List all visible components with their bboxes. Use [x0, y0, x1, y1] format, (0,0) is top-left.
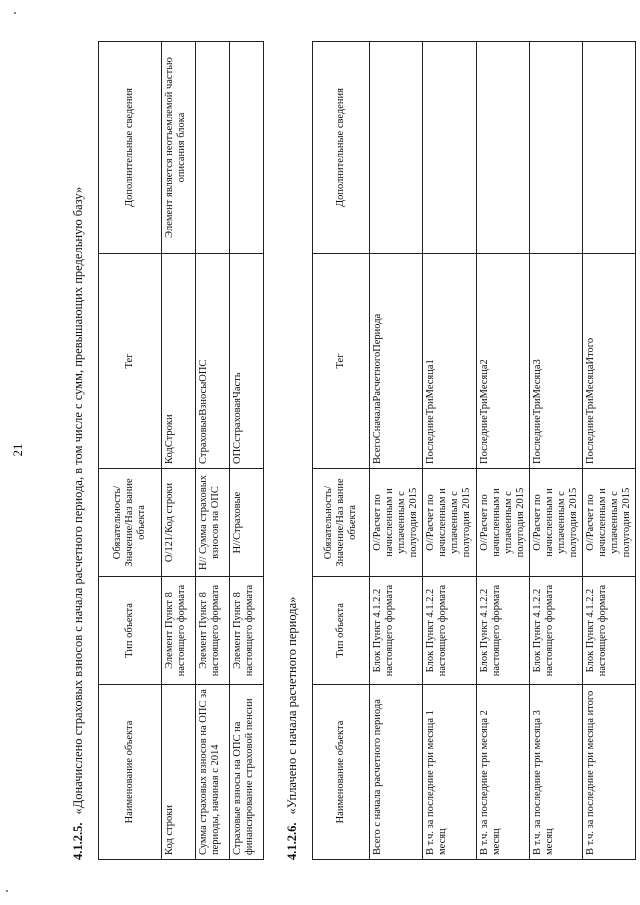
cell-requirement: О//Расчет по начисленным и уплаченным с полугодия 2015 [583, 469, 636, 577]
cell-additional-info [476, 42, 529, 254]
cell-tag: ПоследниеТриМесяца2 [476, 254, 529, 469]
cell-tag: ПоследниеТриМесяца3 [529, 254, 582, 469]
cell-requirement: О//Расчет по начисленным и уплаченным с полугодия 2015 [370, 469, 423, 577]
table-paid-since-period-start [312, 41, 636, 860]
cell-requirement: Н// Сумма страховых взносов на ОПС [196, 469, 230, 577]
cell-tag: СтраховыеВзносыОПС [196, 254, 230, 469]
section-heading-4-1-2-6 [285, 597, 300, 860]
cell-additional-info [529, 42, 582, 254]
cell-additional-info [370, 42, 423, 254]
cell-tag: ПоследниеТриМесяца1 [423, 254, 476, 469]
table-header-row [313, 42, 370, 860]
cell-object-type: Блок Пункт 4.1.2.2 настоящего формата [583, 577, 636, 685]
cell-requirement: О//Расчет по начисленным и уплаченным с полугодия 2015 [529, 469, 582, 577]
section-heading-4-1-2-5 [71, 187, 86, 860]
column-header: Обязательность/Значение/Наз вание объекта [99, 469, 162, 577]
table-row [370, 42, 423, 860]
cell-additional-info [230, 42, 264, 254]
column-header: Дополнительные сведения [313, 42, 370, 254]
cell-requirement: О//Расчет по начисленным и уплаченным с полугодия 2015 [476, 469, 529, 577]
cell-additional-info [196, 42, 230, 254]
cell-object-name: В т.ч. за последние три месяца 2 месяц [476, 685, 529, 860]
cell-object-name: Всего с начала расчетного периода [370, 685, 423, 860]
scan-speck [14, 12, 16, 14]
cell-tag: ОПСстраховаяЧасть [230, 254, 264, 469]
table-row [230, 42, 264, 860]
cell-tag: КодСтроки [162, 254, 196, 469]
column-header: Тег [99, 254, 162, 469]
cell-object-name: Код строки [162, 685, 196, 860]
cell-object-type: Элемент Пункт 8 настоящего формата [162, 577, 196, 685]
section-number: 4.1.2.6. [285, 822, 299, 860]
column-header: Тег [313, 254, 370, 469]
table-row [423, 42, 476, 860]
cell-object-type: Блок Пункт 4.1.2.2 настоящего формата [370, 577, 423, 685]
cell-object-type: Элемент Пункт 8 настоящего формата [230, 577, 264, 685]
cell-object-type: Блок Пункт 4.1.2.2 настоящего формата [476, 577, 529, 685]
table-row [476, 42, 529, 860]
column-header: Наименование объекта [99, 685, 162, 860]
column-header: Наименование объекта [313, 685, 370, 860]
column-header: Дополнительные сведения [99, 42, 162, 254]
cell-additional-info: Элемент является неотъемлемой частью описания блока [162, 42, 196, 254]
table-header-row [99, 42, 162, 860]
cell-requirement: Н//Страховые [230, 469, 264, 577]
table-additional-contributions [98, 41, 264, 860]
section-title: «Уплачено с начала расчетного периода» [285, 596, 299, 815]
scan-speck [6, 890, 8, 892]
cell-tag: ВсегоСначалаРасчетногоПериода [370, 254, 423, 469]
page-number: 21 [10, 443, 25, 457]
cell-object-name: Сумма страховых взносов на ОПС за периоды, начиная с 2014 [196, 685, 230, 860]
cell-object-name: Страховые взносы на ОПС на финансирование страховой пенсии [230, 685, 264, 860]
column-header: Тип объекта [313, 577, 370, 685]
cell-object-name: В т.ч. за последние три месяца 1 месяц [423, 685, 476, 860]
cell-object-type: Блок Пункт 4.1.2.2 настоящего формата [529, 577, 582, 685]
cell-object-name: В т.ч. за последние три месяца 3 месяц [529, 685, 582, 860]
table-row [162, 42, 196, 860]
table-row [583, 42, 636, 860]
cell-requirement: О//Расчет по начисленным и уплаченным с полугодия 2015 [423, 469, 476, 577]
table-row [196, 42, 230, 860]
column-header: Тип объекта [99, 577, 162, 685]
column-header: Обязательность/Значение/Наз вание объекта [313, 469, 370, 577]
section-number: 4.1.2.5. [71, 822, 85, 860]
table-row [529, 42, 582, 860]
cell-tag: ПоследниеТриМесяцаИтого [583, 254, 636, 469]
cell-additional-info [423, 42, 476, 254]
cell-object-type: Элемент Пункт 8 настоящего формата [196, 577, 230, 685]
section-title: «Доначислено страховых взносов с начала расчетного периода, в том числе с сумм, превышающих предельную базу» [71, 186, 85, 815]
cell-object-name: В т.ч. за последние три месяца итого [583, 685, 636, 860]
cell-additional-info [583, 42, 636, 254]
cell-object-type: Блок Пункт 4.1.2.2 настоящего формата [423, 577, 476, 685]
cell-requirement: О/121/Код строки [162, 469, 196, 577]
